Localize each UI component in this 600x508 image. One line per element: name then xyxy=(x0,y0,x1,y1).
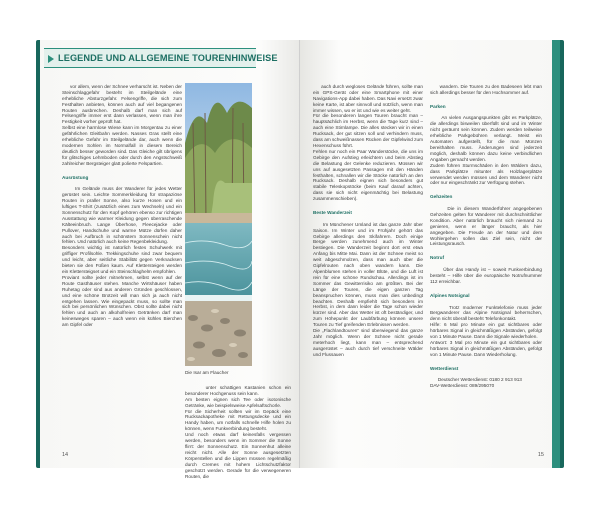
triangle-marker-icon xyxy=(48,55,54,63)
paragraph-notsignal: Trotz moderner Funktelefonie muss jeder Bergwanderer das Alpine Notsignal beherrschen, denn nicht überall besteht Telefonkontakt. Hilfe: 6 Mal pro Minute ein gut sichtbares oder hörbares Signal in gleichmäßigen Abständen, gefolgt von 1 Minute Pause. Dann die Signale wiederholen. Antwort: 3 Mal pro Minute ein gut sichtbares oder hörbares Signal in gleichmäßigen Abständen, gefolgt von 1 Minute Pause. Dann Wiederholung. xyxy=(430,304,542,357)
river-photo xyxy=(185,83,252,366)
heading-gehzeiten: Gehzeiten xyxy=(430,194,453,200)
right-page xyxy=(300,40,560,468)
right-column-1 xyxy=(313,78,423,450)
paragraph-notruf: Über das Handy ist – soweit Funkverbindung besteht – Hilfe über die europäische Notrufnummer 112 erreichbar. xyxy=(430,267,544,284)
left-page xyxy=(40,40,300,479)
paragraph-intro: vor allem, wenn der Schnee verharscht ist. Neben der Steinschlaggefahr besteht im Steilgelände eine erhebliche Absturzgefahr. Felsengriffe, die sich zum Festhalten anbieten, können auch auf viel begangenen Routen ausbrechen. Deshalb darf man sich auf Felsengriffe immer erst dann verlassen, wenn man ihre Festigkeit vorher geprüft hat. Selbst eine harmlose Wiese kann im Morgentau zu einer gefährlichen Gleitbahn werden. Nasses Gras stellt eine erhebliche Gefahr im Steilgelände dar, auch wenn die modernen Sohlen im Normalfall in diesem Bereich deutlich besser geworden sind. Das Gleiche gilt übrigens für glitschiges Lehmboden oder durch den Angstschweiß zahlreicher Bergsteiger glatt polierte Felspartien. xyxy=(62,83,182,166)
paragraph-ausruestung: Im Gelände muss der Wanderer für jedes Wetter gerüstet sein. Leichte Sommerkleidung für strapaziöse Routen in praller Sonne, also kurze Hosen und ein luftiges T-Shirt (zusätzlich eines zum Wechseln) und ein Sonnenschutz für den Kopf gehören ebenso zur richtigen Ausstattung wie warmer Kleidung gegen überraschende Kälteeinbruch. Lange Überhose, Fleecejacke oder Pullover, Handschuhe und warme Mütze dürfen daher auch bei Aufbruch in schönstem Sonnenschein nicht fehlen. Und natürlich auch keine Regenbekleidung. Besonders wichtig ist natürlich festes Schuhwerk mit griffiger Profilsohle. Trekkingschuhe sind zwar bequem und leicht, aber seitliche Stabilität gegen Verknacksen bieten sie den Füßen kaum. Auf Klettersteigen werden ein Klettersteigset und ein Steinschlaghelm empfohlen. Proviant sollte jeder mitnehmen, selbst wenn auf der Route Gasthäuser stehen. Manche Wirtshäuser haben Ruhetag oder sind aus anderen Gründen geschlossen, und eine schöne Brotzeit will man sich ja auch nicht entgehen lassen. Wie eingepackt muss, so sollte man sich bei persönlichen Wünschen. Obst sollte dabei nicht fehlen und auch an alkoholfreien Getränken darf man keinesweges sparen – auch wenn ein kühles Bierchen am Gipfel oder xyxy=(62,186,182,328)
paragraph-parken: An vielen Ausgangspunkten gibt es Parkplätze, die allerdings bisweilen überfüllt sind und im Winter nicht geräumt sein können. Zudem werden teilweise erhebliche Parkgebühren verlangt. Meist ein Automaten aufgestellt, für die man Münzen bereithalten muss. Änderungen sind jederzeit möglich, deshalb können dazu keine verbindlichen Angaben gemacht werden. Zudem führen Sturmschäden in den Wäldern dazu, dass Parkplätze mitunter als Holzlagerplätze verwendet werden müssen und dem Wanderer nicht oder nur eingeschränkt zur Verfügung stehen. xyxy=(430,115,542,186)
left-column-1 xyxy=(62,78,182,450)
paragraph-wetterdienst: Deutscher Wetterdienst: 0180 2 913 913 DAV-Wetterdienst: 089/295070 xyxy=(430,377,522,389)
left-column-2 xyxy=(185,379,291,479)
paragraph-gehzeiten: Die in diesem Wanderführer angegebenen Gehzeiten gelten für Wanderer mit durchschnittlicher Kondition. Aber natürlich braucht sich niemand zu genieren, wenn er länger braucht, als hier angegeben. Die Freude an der Natur und dem Wohlergehen sollen das Ziel sein, nicht der Leistungsrausch. xyxy=(430,206,544,247)
page-edge-stripe xyxy=(552,40,560,468)
paragraph-provisions-cont: unter schattigen Kastanien schon ein besonderer Hochgenuss sein kann. Am besten eignen sich Tee oder isotonische Getränke, wie beispielsweise Apfelsaftschorle. Für die Sicherheit sollten wir im Gepäck eine Rucksackapotheke mit Rettungsdecke und ein Handy haben, um notfalls schnelle Hilfe holen zu können, wenn Funkverbindung besteht. Und noch etwas darf keinesfalls vergessen werden, besonders wenn im Sommer die Sonne flirrt: der Sonnenschutz. Ein Sonnenhut alleine reicht nicht. Alle der Sonne ausgesetzten Körperstellen und die Lippen müssen regelmäßig durch Cremes mit hohem Lichtschutzfaktor geschützt werden. Gerade für die verwegeneren Routen, die xyxy=(185,384,291,479)
paragraph-wanderzeit: Im Münchener Umland ist das ganze Jahr über Saison. Im Winter und im Frühjahr gehört das Gebirge allerdings den Skifahrern. Doch einige Berge werden zunehmend auch im Winter bestiegen. Die Wanderzeit beginnt dort erst etwa Anfang bis Mitte Mai. Dann ist der Schnee meist so weit abgeschmolzen, dass man auch über die Gipfelrouten nach oben wandern kann. Die Alpenblumen stehen in voller Blüte, und die Luft ist rein für eine schöne Rundschau. Allerdings ist im Sommer das Gewitterrisiko am größten. Bei der Länge der Touren, die eigen ganzen Tag beanspruchen können, muss man dies unbedingt beachten. Deshalb empfiehlt sich besonders im Herbst, in dem dann leider die Tage schon wieder kürzer sind. Aber das Wetter ist oft beständiger, und zum Höhepunkt der Laubfärbung können unsere Touren zu Tief greifenden Erlebnissen werden. Die „Flachlandtouren“ sind überwiegend das ganze Jahr möglich. Wenn der Schnee nicht gerade meterhoch liegt, kann man – entsprechend ausgerüstet – auch durch tief verschneite Wälder und Flussauen xyxy=(313,221,423,357)
paragraph-badeseen: wandern. Die Touren zu den Badeseen lebt man sich allerdings besser für den Hochsommer auf. xyxy=(430,83,544,95)
heading-beste-wanderzeit: Beste Wanderzeit xyxy=(313,209,352,215)
heading-notruf: Notruf xyxy=(430,255,445,261)
photo-caption: Die Isar am Flaucher xyxy=(185,370,229,375)
open-book xyxy=(40,40,560,479)
page-number-right: 15 xyxy=(537,452,544,458)
paragraph-gps: auch durch wegloses Gelände führen, sollte man ein GPS-Gerät oder eine Smartphone mit einer Navigations-App dabei haben. Das Navi ersetzt zwar keine Karte, ist aber sinnvoll und nützlich, wenn man immer wissen, wo er ist und wie es weiter geht. Für die besonderen langen Touren braucht man – hauptsächlich im Herbst, wenn die Tage kurz sind – auch eine Stirnlampe. Die alles stecken wir in einen Rucksack, der gut sitzen soll und verhindern muss, dass am schweißnassen Rücken der Gipfelwind zum Hexenschuss führt. Fehlen nur noch ein Paar Wanderstöcke, die uns im Gebirge den Aufstieg erleichtern und beim Abstieg die Belastung der Gelenke reduzieren. Müssen wir uns auf ausgesetzten Passagen mit den Händen festhalten, schnallen wir die Stöcke natürlich an den Rucksack. Deshalb eignen sich besonders gut stabile Teleskopstöcke (beim Kauf darauf achten, dass sie sich nicht eigenmächtig bei Belastung zusammenschieben). xyxy=(313,83,423,202)
section-title: LEGENDE UND ALLGEMEINE TOURENHINWEISE xyxy=(58,53,278,63)
heading-ausruestung: Ausrüstung xyxy=(62,174,89,180)
page-number-left: 14 xyxy=(62,452,69,458)
right-column-2 xyxy=(430,78,542,454)
section-title-bar xyxy=(44,48,278,68)
heading-notsignal: Alpines Notsignal xyxy=(430,292,470,298)
heading-wetterdienst: Wetterdienst xyxy=(430,365,459,371)
heading-parken: Parken xyxy=(430,103,446,109)
